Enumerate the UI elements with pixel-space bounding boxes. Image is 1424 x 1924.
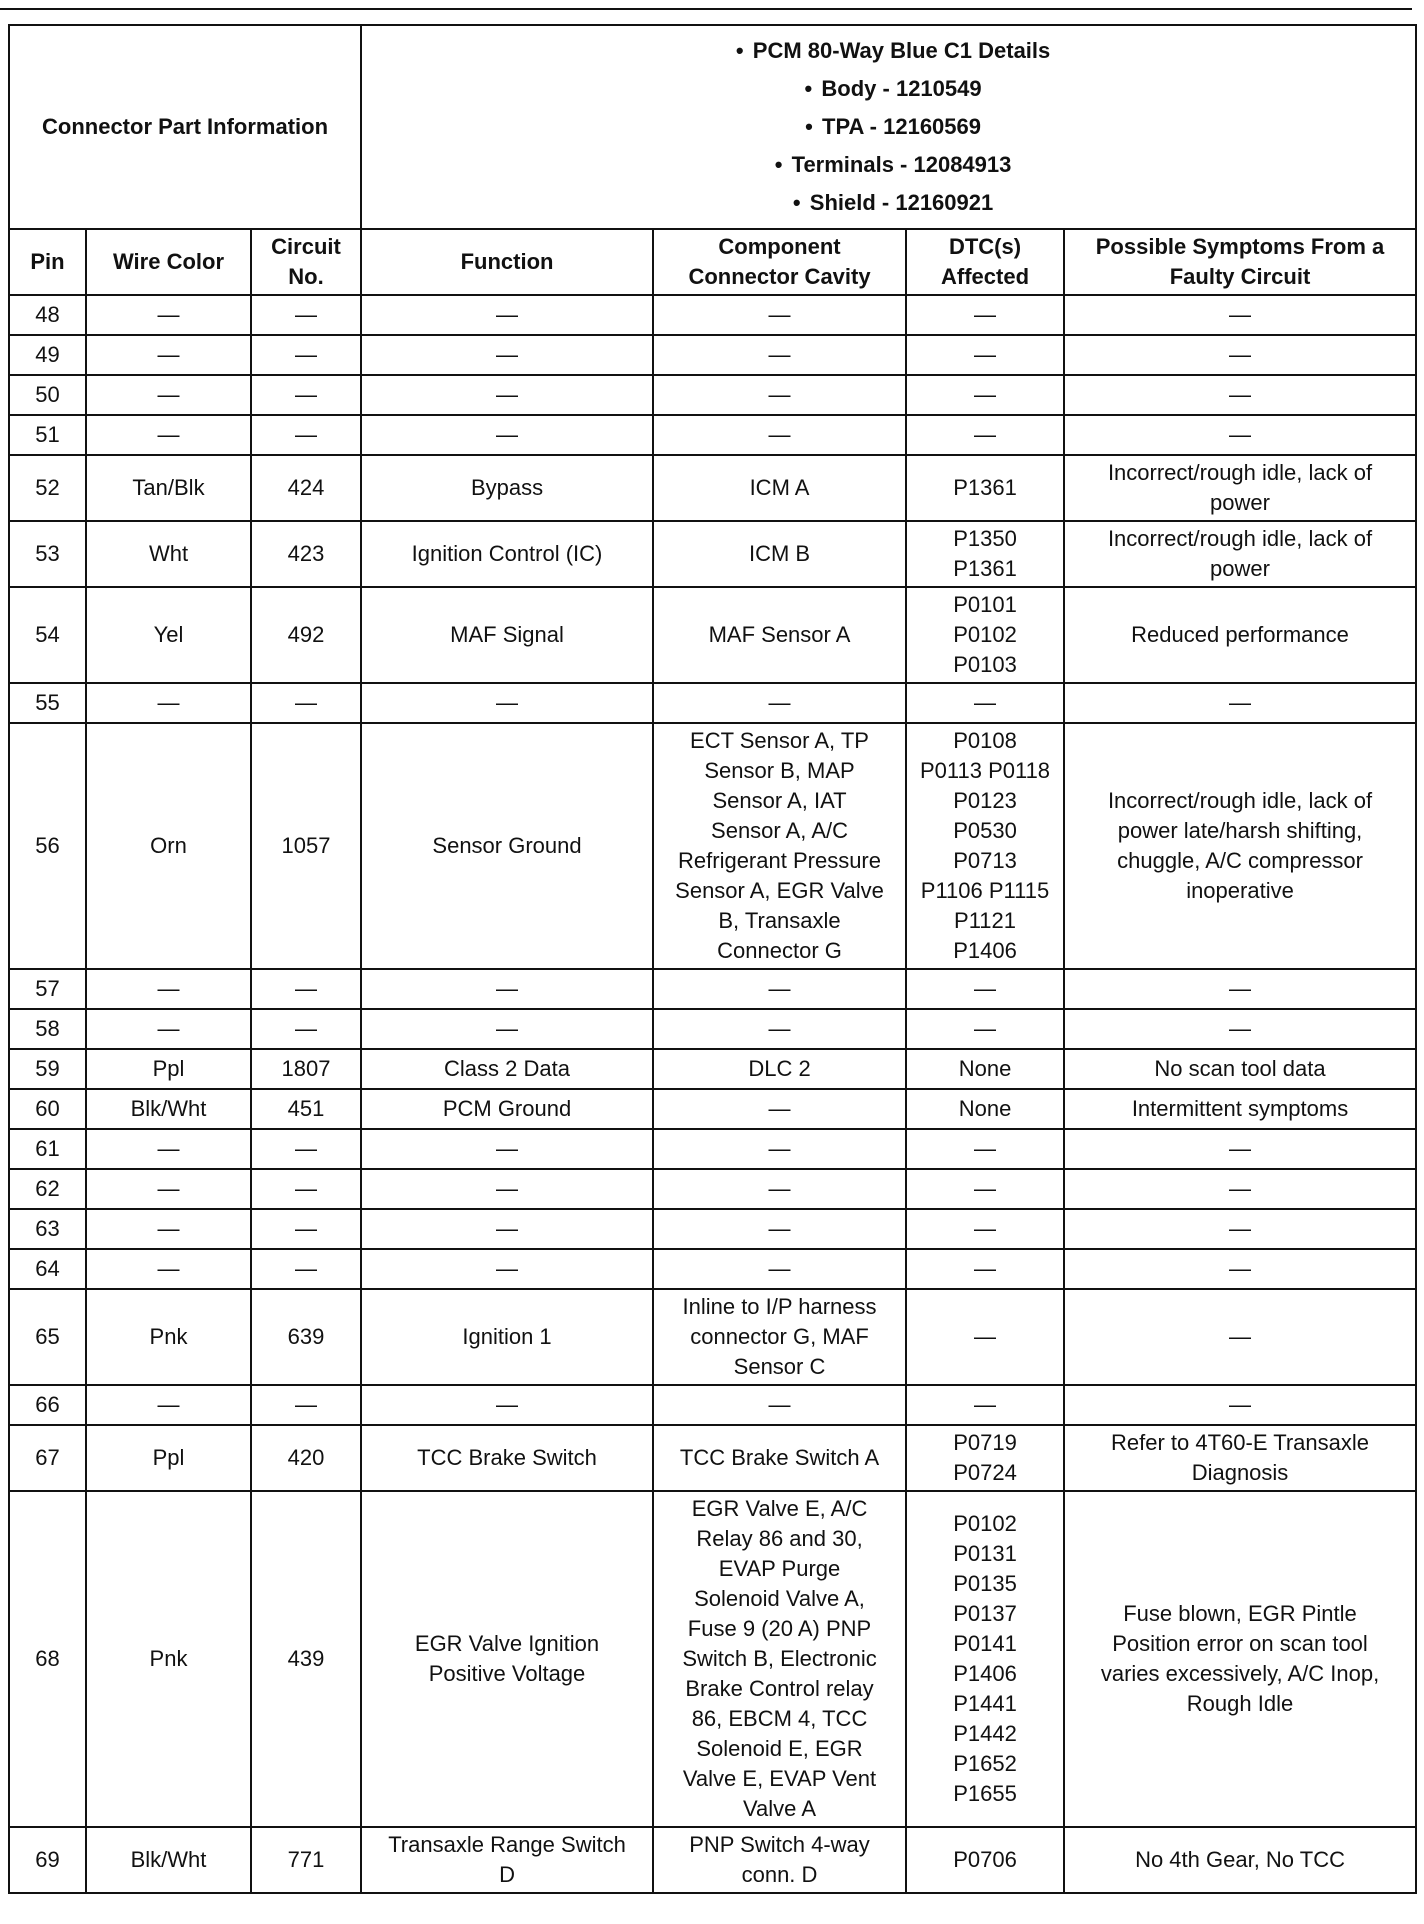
function-cell: — [361,335,653,375]
dtc-cell: P0101 P0102 P0103 [906,587,1064,683]
symptoms-cell: Incorrect/rough idle, lack of power [1064,455,1416,521]
component-cell: — [653,1129,906,1169]
pin-cell: 52 [9,455,86,521]
pin-cell: 50 [9,375,86,415]
function-cell: — [361,1385,653,1425]
symptoms-cell: — [1064,335,1416,375]
circuit-cell: 1057 [251,723,361,969]
col-pin: Pin [9,229,86,295]
component-cell: — [653,1249,906,1289]
dtc-cell: — [906,1009,1064,1049]
pin-cell: 60 [9,1089,86,1129]
symptoms-cell: Incorrect/rough idle, lack of power late/harsh shifting, chuggle, A/C compressor inoperative [1064,723,1416,969]
function-cell: — [361,683,653,723]
component-cell: TCC Brake Switch A [653,1425,906,1491]
pin-cell: 55 [9,683,86,723]
function-cell: EGR Valve Ignition Positive Voltage [361,1491,653,1827]
dtc-cell: — [906,1249,1064,1289]
dtc-cell: P0706 [906,1827,1064,1893]
function-cell: PCM Ground [361,1089,653,1129]
wire-color-cell: Orn [86,723,251,969]
circuit-cell: 492 [251,587,361,683]
component-cell: — [653,969,906,1009]
wire-color-cell: Tan/Blk [86,455,251,521]
function-cell: — [361,295,653,335]
function-cell: — [361,1009,653,1049]
function-cell: MAF Signal [361,587,653,683]
circuit-cell: 451 [251,1089,361,1129]
circuit-cell: — [251,1129,361,1169]
table-row [9,723,1416,969]
circuit-cell: 439 [251,1491,361,1827]
circuit-cell: 771 [251,1827,361,1893]
function-cell: Bypass [361,455,653,521]
pin-cell: 61 [9,1129,86,1169]
detail-item: • Terminals - 12084913 [368,146,1409,184]
wire-color-cell: — [86,375,251,415]
wire-color-cell: — [86,1129,251,1169]
col-dtc: DTC(s) Affected [906,229,1064,295]
pin-cell: 58 [9,1009,86,1049]
function-cell: — [361,1129,653,1169]
function-cell: Ignition 1 [361,1289,653,1385]
top-rule [0,8,1412,10]
pin-cell: 69 [9,1827,86,1893]
circuit-cell: 420 [251,1425,361,1491]
table-row [9,1049,1416,1089]
dtc-cell: None [906,1089,1064,1129]
function-cell: — [361,415,653,455]
wire-color-cell: Ppl [86,1049,251,1089]
pin-cell: 54 [9,587,86,683]
component-cell: — [653,295,906,335]
pin-cell: 66 [9,1385,86,1425]
component-cell: — [653,1089,906,1129]
symptoms-cell: No scan tool data [1064,1049,1416,1089]
dtc-cell: — [906,295,1064,335]
function-cell: — [361,1169,653,1209]
pin-cell: 57 [9,969,86,1009]
pin-cell: 65 [9,1289,86,1385]
symptoms-cell: — [1064,375,1416,415]
pin-cell: 53 [9,521,86,587]
connector-pinout-table [8,24,1417,1894]
symptoms-cell: Refer to 4T60-E Transaxle Diagnosis [1064,1425,1416,1491]
symptoms-cell: — [1064,295,1416,335]
dtc-cell: — [906,1385,1064,1425]
table-row [9,1209,1416,1249]
component-cell: — [653,1009,906,1049]
pin-cell: 51 [9,415,86,455]
wire-color-cell: Pnk [86,1491,251,1827]
symptoms-cell: Intermittent symptoms [1064,1089,1416,1129]
circuit-cell: — [251,969,361,1009]
dtc-cell: P0108 P0113 P0118 P0123 P0530 P0713 P1106 P1115 P1121 P1406 [906,723,1064,969]
wire-color-cell: — [86,1169,251,1209]
pin-cell: 64 [9,1249,86,1289]
function-cell: Sensor Ground [361,723,653,969]
detail-item: • TPA - 12160569 [368,108,1409,146]
table-row [9,375,1416,415]
component-cell: ECT Sensor A, TP Sensor B, MAP Sensor A, IAT Sensor A, A/C Refrigerant Pressure Sensor A, EGR Valve B, Transaxle Connector G [653,723,906,969]
symptoms-cell: — [1064,1169,1416,1209]
function-cell: Ignition Control (IC) [361,521,653,587]
symptoms-cell: — [1064,1009,1416,1049]
table-row [9,335,1416,375]
function-cell: — [361,969,653,1009]
table-row [9,1491,1416,1827]
column-header-row [9,229,1416,295]
circuit-cell: 423 [251,521,361,587]
function-cell: Transaxle Range Switch D [361,1827,653,1893]
table-row [9,1009,1416,1049]
component-cell: ICM A [653,455,906,521]
function-cell: — [361,1209,653,1249]
table-row [9,415,1416,455]
wire-color-cell: Pnk [86,1289,251,1385]
wire-color-cell: — [86,969,251,1009]
dtc-cell: None [906,1049,1064,1089]
wire-color-cell: Blk/Wht [86,1089,251,1129]
table-row [9,1249,1416,1289]
pin-cell: 68 [9,1491,86,1827]
circuit-cell: — [251,375,361,415]
symptoms-cell: — [1064,415,1416,455]
component-cell: ICM B [653,521,906,587]
symptoms-cell: Reduced performance [1064,587,1416,683]
circuit-cell: 1807 [251,1049,361,1089]
circuit-cell: — [251,1169,361,1209]
circuit-cell: — [251,683,361,723]
col-function: Function [361,229,653,295]
table-row [9,1827,1416,1893]
component-cell: — [653,335,906,375]
wire-color-cell: Wht [86,521,251,587]
col-symptoms: Possible Symptoms From a Faulty Circuit [1064,229,1416,295]
symptoms-cell: No 4th Gear, No TCC [1064,1827,1416,1893]
wire-color-cell: — [86,1249,251,1289]
symptoms-cell: — [1064,1385,1416,1425]
component-cell: — [653,375,906,415]
circuit-cell: — [251,295,361,335]
dtc-cell: — [906,1209,1064,1249]
table-row [9,1129,1416,1169]
table-body [9,295,1416,1893]
table-row [9,683,1416,723]
component-cell: PNP Switch 4-way conn. D [653,1827,906,1893]
circuit-cell: — [251,1385,361,1425]
symptoms-cell: — [1064,969,1416,1009]
symptoms-cell: Incorrect/rough idle, lack of power [1064,521,1416,587]
component-cell: MAF Sensor A [653,587,906,683]
symptoms-cell: — [1064,1129,1416,1169]
pin-cell: 56 [9,723,86,969]
dtc-cell: — [906,1129,1064,1169]
table-row [9,1425,1416,1491]
wire-color-cell: — [86,295,251,335]
connector-info-row [9,25,1416,229]
wire-color-cell: Ppl [86,1425,251,1491]
pin-cell: 48 [9,295,86,335]
component-cell: EGR Valve E, A/C Relay 86 and 30, EVAP Purge Solenoid Valve A, Fuse 9 (20 A) PNP Switch B, Electronic Brake Control relay 86, EBCM 4, TCC Solenoid E, EGR Valve E, EVAP Vent Valve A [653,1491,906,1827]
connector-part-info-label: Connector Part Information [9,25,361,229]
dtc-cell: P1361 [906,455,1064,521]
circuit-cell: 424 [251,455,361,521]
component-cell: — [653,415,906,455]
pin-cell: 49 [9,335,86,375]
dtc-cell: — [906,415,1064,455]
circuit-cell: — [251,1009,361,1049]
detail-item: • Shield - 12160921 [368,184,1409,222]
wire-color-cell: Blk/Wht [86,1827,251,1893]
circuit-cell: 639 [251,1289,361,1385]
table-row [9,1169,1416,1209]
col-wire-color: Wire Color [86,229,251,295]
dtc-cell: — [906,969,1064,1009]
symptoms-cell: — [1064,683,1416,723]
pin-cell: 62 [9,1169,86,1209]
table-row [9,969,1416,1009]
wire-color-cell: — [86,1009,251,1049]
component-cell: — [653,683,906,723]
wire-color-cell: — [86,1209,251,1249]
dtc-cell: — [906,1169,1064,1209]
pin-cell: 67 [9,1425,86,1491]
dtc-cell: P0719 P0724 [906,1425,1064,1491]
function-cell: TCC Brake Switch [361,1425,653,1491]
wire-color-cell: — [86,415,251,455]
circuit-cell: — [251,415,361,455]
detail-item: • Body - 1210549 [368,70,1409,108]
component-cell: DLC 2 [653,1049,906,1089]
circuit-cell: — [251,1249,361,1289]
symptoms-cell: Fuse blown, EGR Pintle Position error on scan tool varies excessively, A/C Inop, Rough Idle [1064,1491,1416,1827]
function-cell: — [361,375,653,415]
dtc-cell: — [906,375,1064,415]
symptoms-cell: — [1064,1209,1416,1249]
component-cell: Inline to I/P harness connector G, MAF Sensor C [653,1289,906,1385]
circuit-cell: — [251,1209,361,1249]
wire-color-cell: — [86,1385,251,1425]
symptoms-cell: — [1064,1289,1416,1385]
wire-color-cell: Yel [86,587,251,683]
component-cell: — [653,1209,906,1249]
function-cell: Class 2 Data [361,1049,653,1089]
component-cell: — [653,1169,906,1209]
wire-color-cell: — [86,683,251,723]
table-row [9,1385,1416,1425]
dtc-cell: P1350 P1361 [906,521,1064,587]
component-cell: — [653,1385,906,1425]
table-row [9,1289,1416,1385]
table-row [9,455,1416,521]
pin-cell: 63 [9,1209,86,1249]
col-circuit-no: Circuit No. [251,229,361,295]
wire-color-cell: — [86,335,251,375]
table-row [9,295,1416,335]
connector-details [361,25,1416,229]
dtc-cell: P0102 P0131 P0135 P0137 P0141 P1406 P1441 P1442 P1652 P1655 [906,1491,1064,1827]
circuit-cell: — [251,335,361,375]
dtc-cell: — [906,1289,1064,1385]
pin-cell: 59 [9,1049,86,1089]
dtc-cell: — [906,335,1064,375]
function-cell: — [361,1249,653,1289]
table-row [9,587,1416,683]
table-row [9,1089,1416,1129]
table-row [9,521,1416,587]
col-component-cavity: Component Connector Cavity [653,229,906,295]
symptoms-cell: — [1064,1249,1416,1289]
detail-item: • PCM 80-Way Blue C1 Details [368,32,1409,70]
dtc-cell: — [906,683,1064,723]
